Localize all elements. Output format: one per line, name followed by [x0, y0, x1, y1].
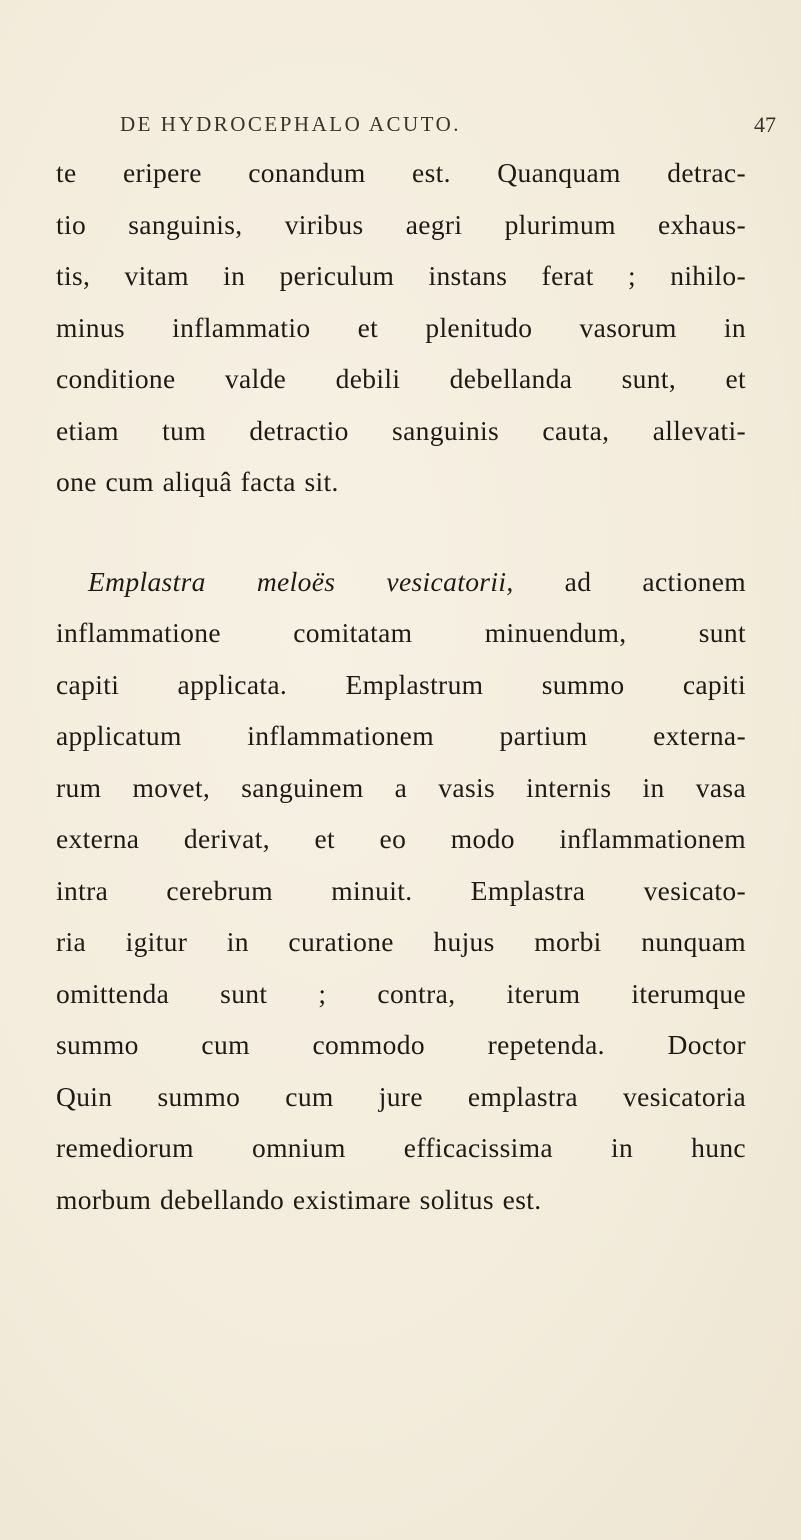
italic-lead-phrase: Emplastra meloës vesicatorii,: [88, 565, 514, 597]
running-head: DE HYDROCEPHALO ACUTO.: [120, 112, 462, 136]
text-line: inflammatione comitatam minuendum, sunt: [56, 617, 746, 648]
text-line: etiam tum detractio sanguinis cauta, allevati-: [56, 414, 746, 446]
text-line: Quin summo cum jure emplastra vesicatoria: [56, 1080, 746, 1112]
text-line: intra cerebrum minuit. Emplastra vesicato-: [56, 874, 746, 906]
text-line: externa derivat, et eo modo inflammationem: [56, 823, 746, 854]
text-line: one cum aliquâ facta sit.: [56, 466, 339, 497]
paragraph-1: [56, 147, 746, 508]
text-line: ria igitur in curatione hujus morbi nunquam: [56, 926, 746, 957]
text-line: tis, vitam in periculum instans ferat ; nihilo-: [56, 260, 746, 291]
text-line: applicatum inflammationem partium externa-: [56, 720, 746, 751]
paragraph-2: [56, 556, 746, 1226]
page-number: 47: [754, 112, 776, 137]
paragraph-gap: [56, 508, 746, 556]
text-line: capiti applicata. Emplastrum summo capiti: [56, 668, 746, 700]
text-line: summo cum commodo repetenda. Doctor: [56, 1029, 746, 1060]
body-text: [56, 147, 746, 1225]
text-line: omittenda sunt ; contra, iterum iterumque: [56, 977, 746, 1009]
text-line: remediorum omnium efficacissima in hunc: [56, 1132, 746, 1163]
text-line: te eripere conandum est. Quanquam detrac-: [56, 157, 746, 188]
text-line: tio sanguinis, viribus aegri plurimum exhaus-: [56, 208, 746, 240]
text-line: conditione valde debili debellanda sunt, et: [56, 363, 746, 394]
page-header: [0, 112, 801, 146]
text-line-lead: [56, 556, 746, 608]
text-line: minus inflammatio et plenitudo vasorum in: [56, 311, 746, 343]
text-line: rum movet, sanguinem a vasis internis in vasa: [56, 771, 746, 803]
lead-rest: ad actionem: [513, 565, 746, 597]
text-line: morbum debellando existimare solitus est.: [56, 1183, 542, 1215]
